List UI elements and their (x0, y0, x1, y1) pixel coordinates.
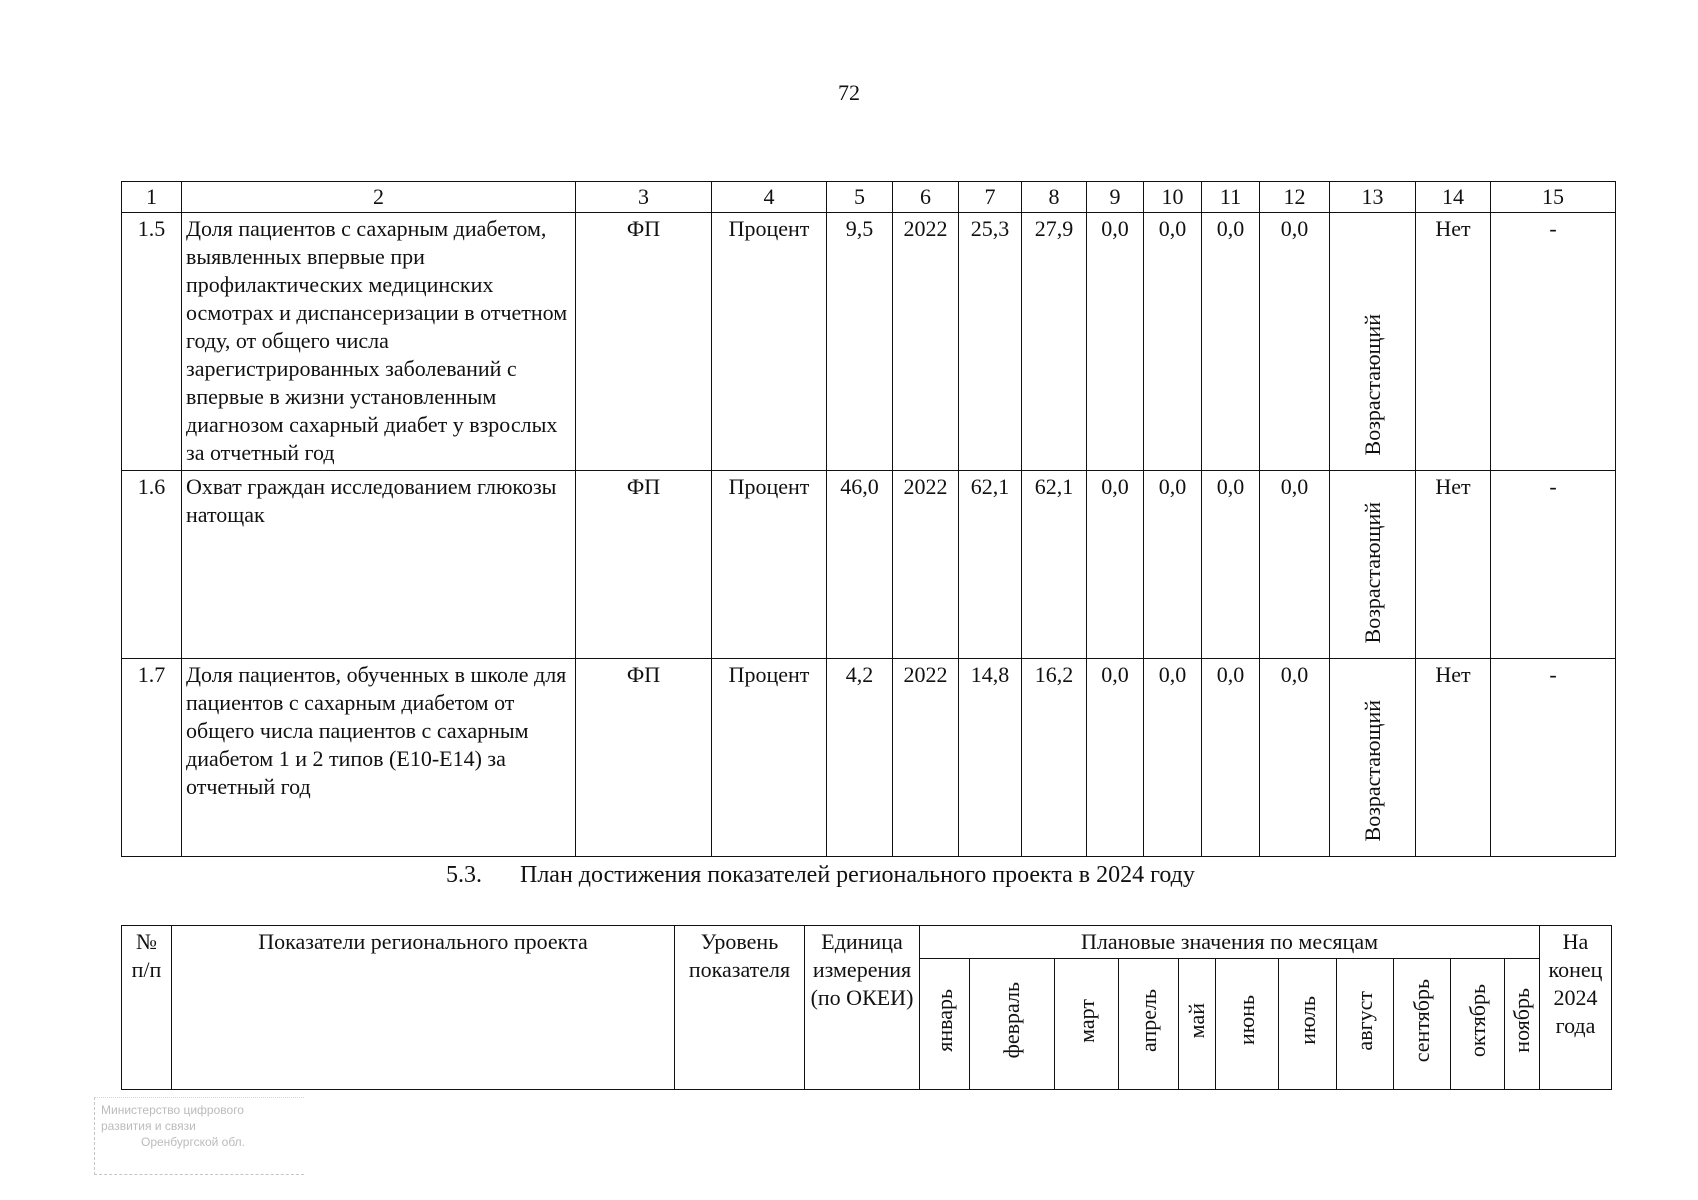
indicator-level: ФП (576, 213, 712, 471)
month-header (920, 959, 970, 1090)
trend-label: Возрастающий (1359, 501, 1385, 643)
value-cell: 0,0 (1260, 659, 1330, 857)
base-year: 2022 (893, 213, 959, 471)
value-cell: 0,0 (1260, 213, 1330, 471)
header-cell: 8 (1022, 182, 1087, 213)
base-year: 2022 (893, 659, 959, 857)
value-cell: 0,0 (1202, 213, 1260, 471)
value-cell: 16,2 (1022, 659, 1087, 857)
value-cell: 0,0 (1144, 659, 1202, 857)
row-number: 1.7 (122, 659, 182, 857)
value-cell: 62,1 (1022, 471, 1087, 659)
indicator-level: ФП (576, 471, 712, 659)
header-cell: 3 (576, 182, 712, 213)
stamp-line: Оренбургской обл. (141, 1135, 246, 1149)
col-monthly-header: Плановые значения по месяцам (920, 926, 1540, 959)
header-cell: 15 (1491, 182, 1616, 213)
value-cell: 14,8 (959, 659, 1022, 857)
registration-stamp (94, 1097, 304, 1175)
month-label: июль (1294, 996, 1320, 1045)
month-label: март (1073, 998, 1099, 1043)
month-label: ноябрь (1509, 988, 1534, 1053)
value-cell: Нет (1416, 471, 1491, 659)
month-header (1337, 959, 1394, 1090)
value-cell: - (1491, 213, 1616, 471)
value-cell: 27,9 (1022, 213, 1087, 471)
header-cell: 14 (1416, 182, 1491, 213)
month-label: май (1184, 1002, 1209, 1039)
header-cell: 2 (182, 182, 576, 213)
section-heading (446, 862, 1195, 889)
value-cell: 0,0 (1087, 659, 1144, 857)
table-header-row (122, 182, 1616, 213)
value-cell: 25,3 (959, 213, 1022, 471)
header-cell: 13 (1330, 182, 1416, 213)
value-cell: 0,0 (1144, 471, 1202, 659)
month-label: сентябрь (1409, 978, 1434, 1063)
value-cell: 0,0 (1202, 659, 1260, 857)
trend-cell (1330, 471, 1416, 659)
month-label: август (1352, 990, 1377, 1051)
col-indicators-header: Показатели регионального проекта (172, 926, 675, 1090)
header-cell: 1 (122, 182, 182, 213)
month-header (1216, 959, 1279, 1090)
page-number: 72 (838, 80, 860, 105)
trend-label: Возрастающий (1359, 699, 1385, 841)
value-cell: 0,0 (1144, 213, 1202, 471)
value-cell: - (1491, 659, 1616, 857)
indicator-name: Доля пациентов, обученных в школе для пациентов с сахарным диабетом от общего числа пациентов с сахарным диабетом 1 и 2 типов (Е10-Е14) за отчетный год (182, 659, 576, 857)
header-cell: 9 (1087, 182, 1144, 213)
trend-label: Возрастающий (1359, 313, 1385, 455)
stamp-line: развития и связи (101, 1119, 196, 1133)
table-header-row (122, 926, 1612, 959)
indicator-name: Охват граждан исследованием глюкозы натощак (182, 471, 576, 659)
month-label: октябрь (1464, 983, 1490, 1058)
header-cell: 12 (1260, 182, 1330, 213)
row-number: 1.5 (122, 213, 182, 471)
header-cell: 6 (893, 182, 959, 213)
table-row (122, 213, 1616, 471)
indicator-unit: Процент (712, 213, 827, 471)
value-cell: - (1491, 471, 1616, 659)
header-cell: 11 (1202, 182, 1260, 213)
month-label: апрель (1135, 988, 1161, 1053)
month-header (1394, 959, 1451, 1090)
table-row (122, 471, 1616, 659)
month-header (1505, 959, 1540, 1090)
value-cell: Нет (1416, 213, 1491, 471)
indicator-unit: Процент (712, 471, 827, 659)
month-header (970, 959, 1055, 1090)
value-cell: Нет (1416, 659, 1491, 857)
trend-cell (1330, 659, 1416, 857)
header-cell: 4 (712, 182, 827, 213)
base-value: 4,2 (827, 659, 893, 857)
month-header (1451, 959, 1505, 1090)
col-unit-header: Единица измерения (по ОКЕИ) (805, 926, 920, 1090)
value-cell: 0,0 (1087, 213, 1144, 471)
month-header (1119, 959, 1179, 1090)
month-header (1055, 959, 1119, 1090)
month-header (1179, 959, 1216, 1090)
header-cell: 10 (1144, 182, 1202, 213)
col-num-header: № п/п (122, 926, 172, 1090)
value-cell: 0,0 (1202, 471, 1260, 659)
month-label: июнь (1234, 995, 1259, 1046)
section-number: 5.3. (446, 862, 482, 888)
indicator-level: ФП (576, 659, 712, 857)
indicator-name: Доля пациентов с сахарным диабетом, выявленных впервые при профилактических медицинских осмотрах и диспансеризации в отчетном году, от общего числа зарегистрированных заболеваний с впервые в жизни установленным диагнозом сахарный диабет у взрослых за отчетный год (182, 213, 576, 471)
stamp-line: Министерство цифрового (101, 1103, 244, 1117)
base-year: 2022 (893, 471, 959, 659)
section-title: План достижения показателей регионального проекта в 2024 году (520, 862, 1195, 888)
col-level-header: Уровень показателя (675, 926, 805, 1090)
trend-cell (1330, 213, 1416, 471)
month-header (1279, 959, 1337, 1090)
indicator-unit: Процент (712, 659, 827, 857)
value-cell: 0,0 (1260, 471, 1330, 659)
col-end-header: На конец 2024 года (1540, 926, 1612, 1090)
value-cell: 0,0 (1087, 471, 1144, 659)
row-number: 1.6 (122, 471, 182, 659)
base-value: 46,0 (827, 471, 893, 659)
header-cell: 5 (827, 182, 893, 213)
base-value: 9,5 (827, 213, 893, 471)
value-cell: 62,1 (959, 471, 1022, 659)
indicators-table (121, 181, 1616, 857)
month-label: январь (931, 989, 957, 1052)
monthly-plan-table (121, 925, 1612, 1090)
header-cell: 7 (959, 182, 1022, 213)
month-label: февраль (999, 982, 1024, 1059)
table-row (122, 659, 1616, 857)
